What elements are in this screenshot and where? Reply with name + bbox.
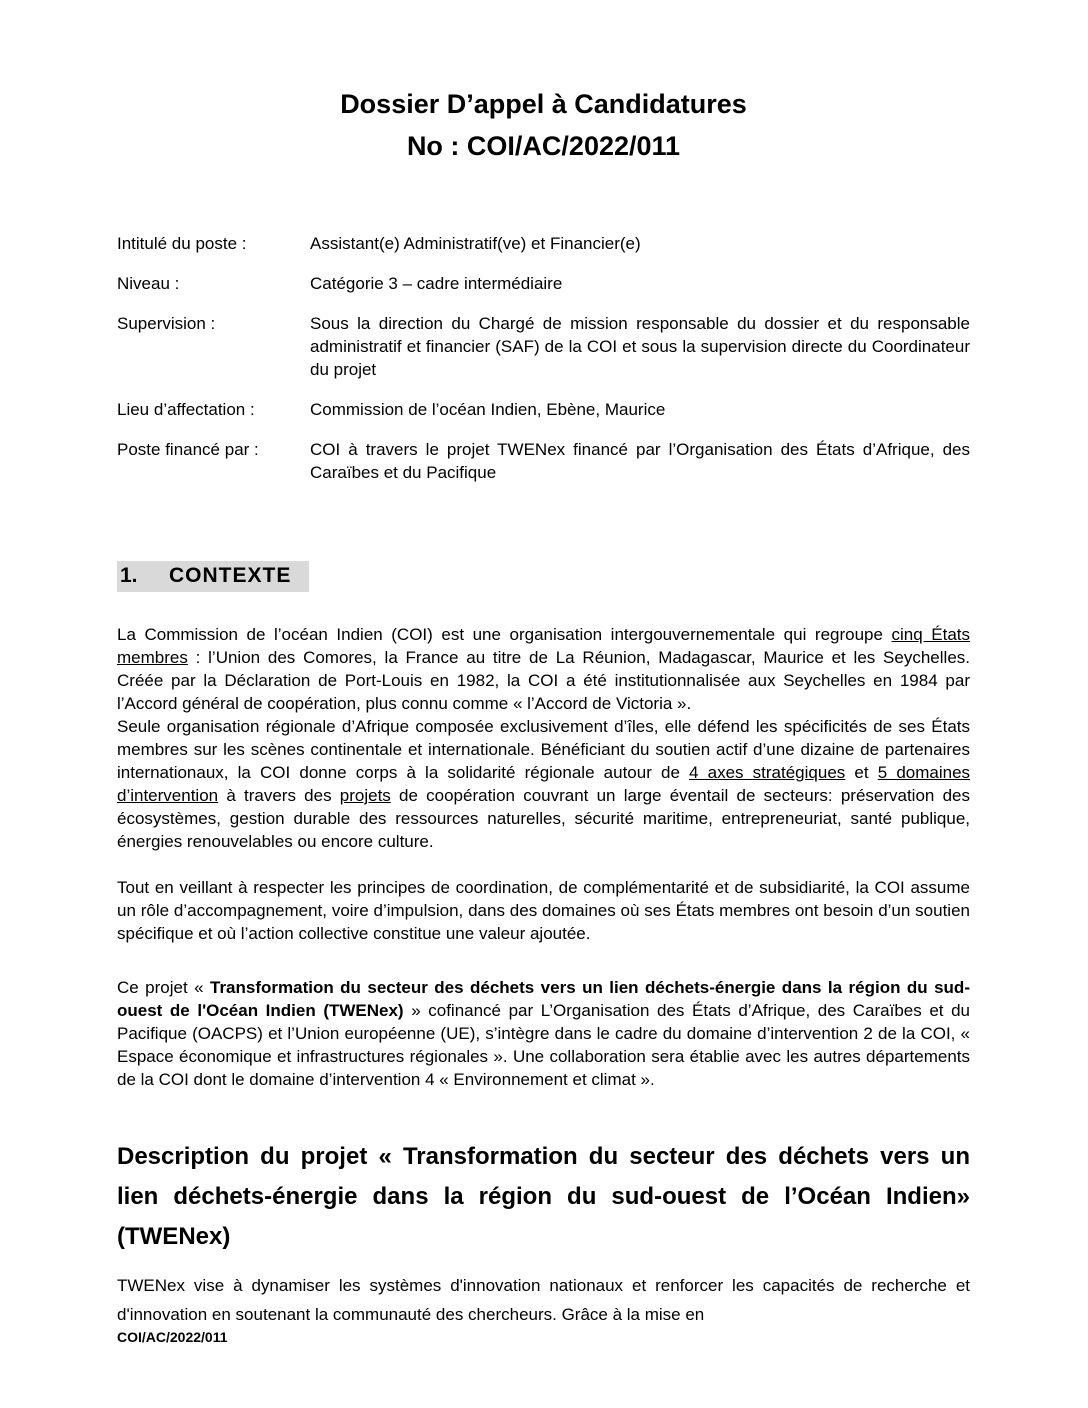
title-line-2: No : COI/AC/2022/011 [406,131,681,161]
underlined-text: projets [339,786,391,805]
field-row-financement [117,438,970,484]
job-summary-fields [117,232,970,501]
underlined-text: 4 axes stratégiques [689,763,846,782]
context-paragraph-3 [117,876,970,945]
field-row-lieu [117,398,970,421]
text-run: La Commission de l’océan Indien (COI) est une organisation intergouvernementale qui regroupe [117,625,892,644]
field-value: Catégorie 3 – cadre intermédiaire [310,274,563,293]
field-row-niveau [117,272,970,295]
underlined-text: cinq États membres [117,625,970,667]
field-value: Commission de l’océan Indien, Ebène, Maurice [310,400,666,419]
context-paragraph-2 [117,715,970,853]
text-run: » cofinancé par L’Organisation des États d’Afrique, des Caraïbes et du Pacifique (OACPS) et l’Union européenne (UE), s’intègre dans le cadre du domaine d’intervention 2 de la COI, « Espace économique et infrastructures régionales ». Une collaboration sera établie avec les autres départements de la COI dont le domaine d’intervention 4 « Environnement et climat ». [117,1001,970,1089]
underlined-text: 5 domaines d’intervention [117,763,971,805]
field-value: COI à travers le projet TWENex financé par l’Organisation des États d’Afrique, des Caraïbes et du Pacifique [310,440,970,482]
field-label: Intitulé du poste : [117,234,247,253]
project-description-heading: Description du projet « Transformation du secteur des déchets vers un lien déchets-énergie dans la région du sud-ouest de l’Océan Indien» (TWENex) [117,1143,970,1250]
text-run: Ce projet « [117,978,210,997]
field-label: Supervision : [117,314,216,333]
section-number: 1. [120,564,138,587]
bold-text: Transformation du secteur des déchets vers un lien déchets-énergie dans la région du sud-ouest de l'Océan Indien (TWENex) [117,978,970,1020]
project-description-paragraph: TWENex vise à dynamiser les systèmes d'innovation nationaux et renforcer les capacités de recherche et d'innovation en soutenant la communauté des chercheurs. Grâce à la mise en [117,1276,970,1324]
field-value: Assistant(e) Administratif(ve) et Financier(e) [310,234,641,253]
text-run: Tout en veillant à respecter les principes de coordination, de complémentarité et de subsidiarité, la COI assume un rôle d’accompagnement, voire d’impulsion, dans des domaines où ses États membres ont besoin d’un soutien spécifique et où l’action collective constitue une valeur ajoutée. [117,878,970,943]
footer-reference: COI/AC/2022/011 [117,1329,228,1345]
text-run: : l’Union des Comores, la France au titre de La Réunion, Madagascar, Maurice et les Seychelles. Créée par la Déclaration de Port-Louis en 1982, la COI a été institutionnalisée aux Seychelles en 1984 par l’Accord général de coopération, plus connu comme « l’Accord de Victoria ». [117,648,970,713]
text-run: de coopération couvrant un large éventail de secteurs: préservation des écosystèmes, gestion durable des ressources naturelles, sécurité maritime, entrepreneuriat, santé publique, énergies renouvelables ou encore culture. [117,786,970,851]
section-heading-highlight [117,561,309,592]
text-run: et [845,763,878,782]
field-label: Poste financé par : [117,440,259,459]
field-row-supervision [117,312,970,381]
section-title: CONTEXTE [169,564,292,587]
field-value: Sous la direction du Chargé de mission responsable du dossier et du responsable administratif et financier (SAF) de la COI et sous la supervision directe du Coordinateur du projet [310,314,970,379]
text-run: Seule organisation régionale d’Afrique composée exclusivement d’îles, elle défend les spécificités de ses États membres sur les scènes continentale et internationale. Bénéficiant du soutien actif d’une dizaine de partenaires internationaux, la COI donne corps à la solidarité régionale autour de [117,717,970,782]
context-paragraph-1 [117,623,970,715]
title-line-1: Dossier D’appel à Candidatures [340,89,747,119]
text-run: à travers des [218,786,340,805]
context-paragraph-4 [117,976,970,1091]
field-label: Lieu d’affectation : [117,400,255,419]
section-heading-contexte [117,561,970,592]
field-row-intitule [117,232,970,255]
document-title [117,88,970,162]
field-label: Niveau : [117,274,180,293]
